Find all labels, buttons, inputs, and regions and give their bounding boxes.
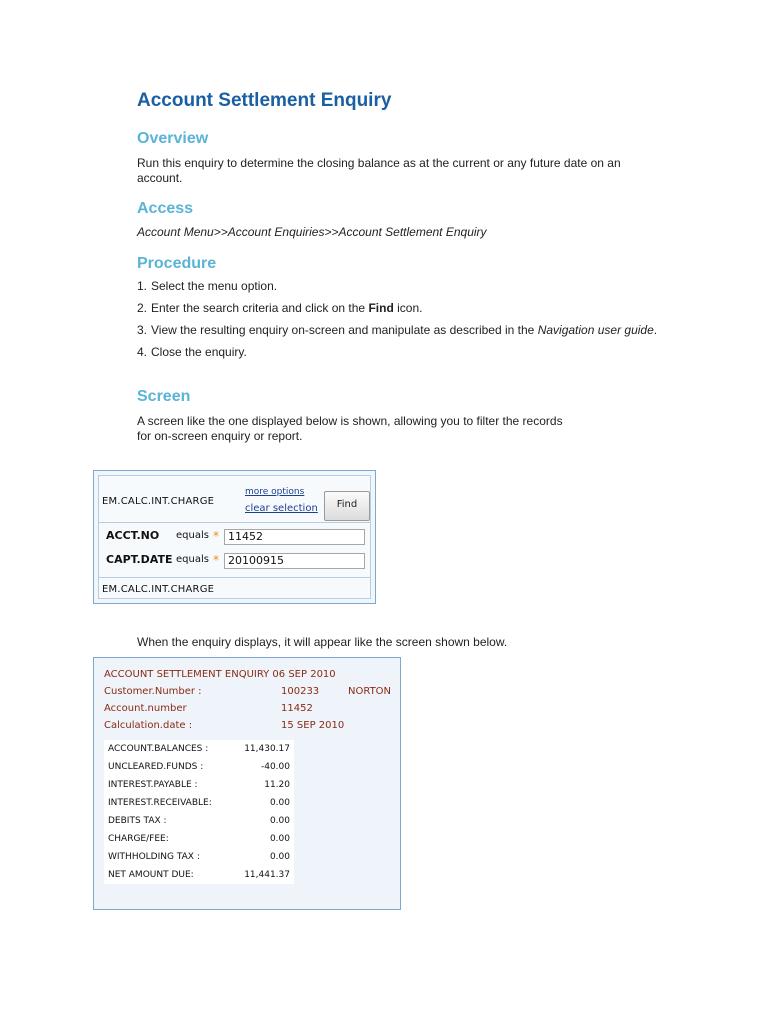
acct-no-label: ACCT.NO (106, 529, 160, 542)
navigation-guide-reference: Navigation user guide (537, 323, 654, 337)
acct-no-operator: equals (176, 530, 209, 541)
enquiry-name: EM.CALC.INT.CHARGE (102, 496, 215, 507)
required-marker-icon: * (213, 553, 219, 567)
capt-date-operator: equals (176, 554, 209, 565)
procedure-heading: Procedure (137, 255, 217, 272)
step-text: Enter the search criteria and click on the (151, 301, 369, 315)
divider (99, 577, 370, 578)
calculation-date-value: 15 SEP 2010 (281, 720, 345, 731)
clear-selection-link[interactable]: clear selection (245, 503, 318, 514)
table-row (104, 794, 294, 812)
step-1 (137, 279, 677, 294)
capt-date-label: CAPT.DATE (106, 553, 173, 566)
row-value: 11,430.17 (244, 744, 290, 754)
selection-screen (93, 470, 376, 604)
table-row (104, 758, 294, 776)
row-value: 0.00 (269, 798, 290, 808)
row-label: INTEREST.RECEIVABLE: (108, 798, 212, 808)
table-row (104, 830, 294, 848)
row-value: 11,441.37 (244, 870, 290, 880)
step-3 (137, 323, 677, 338)
result-title: ACCOUNT SETTLEMENT ENQUIRY 06 SEP 2010 (104, 669, 336, 680)
row-value: 0.00 (269, 852, 290, 862)
screen-text-line1: A screen like the one displayed below is shown, allowing you to filter the records (137, 414, 563, 428)
procedure-steps (137, 279, 677, 360)
row-label: ACCOUNT.BALANCES : (108, 744, 209, 754)
selection-panel (98, 475, 371, 599)
result-caption: When the enquiry displays, it will appear like the screen shown below. (137, 635, 508, 649)
row-label: UNCLEARED.FUNDS : (108, 762, 204, 772)
overview-text (137, 156, 621, 186)
row-value: 0.00 (269, 834, 290, 844)
screen-heading: Screen (137, 388, 191, 405)
footer-enquiry-name: EM.CALC.INT.CHARGE (102, 584, 215, 595)
account-number-label: Account.number (104, 703, 187, 714)
row-label: CHARGE/FEE: (108, 834, 169, 844)
calculation-date-label: Calculation.date : (104, 720, 193, 731)
row-label: DEBITS TAX : (108, 816, 167, 826)
step-number: 1. (137, 279, 148, 293)
divider (99, 522, 370, 523)
step-text: Select the menu option. (151, 279, 278, 293)
step-number: 4. (137, 345, 148, 359)
overview-text-line1: Run this enquiry to determine the closing balance as at the current or any future date on an (137, 156, 621, 170)
step-number: 2. (137, 301, 148, 315)
settlement-table (104, 740, 294, 884)
customer-name: NORTON (348, 686, 392, 697)
step-text-end: icon. (393, 301, 423, 315)
step-number: 3. (137, 323, 148, 337)
table-row (104, 848, 294, 866)
step-2 (137, 301, 677, 316)
result-screen (93, 657, 401, 910)
row-label: INTEREST.PAYABLE : (108, 780, 198, 790)
step-4 (137, 345, 677, 360)
screen-text (137, 414, 563, 444)
access-path: Account Menu>>Account Enquiries>>Account Settlement Enquiry (137, 225, 487, 239)
access-heading: Access (137, 200, 194, 217)
step-text: Close the enquiry. (151, 345, 247, 359)
find-button[interactable]: Find (324, 491, 370, 521)
step-text: View the resulting enquiry on-screen and manipulate as described in the (151, 323, 538, 337)
table-row (104, 776, 294, 794)
account-number-value: 11452 (281, 703, 313, 714)
table-row (104, 740, 294, 758)
row-label: NET AMOUNT DUE: (108, 870, 194, 880)
step-text-end: . (653, 323, 658, 337)
page-title: Account Settlement Enquiry (137, 90, 392, 111)
table-row (104, 866, 294, 884)
row-value: 0.00 (269, 816, 290, 826)
row-value: -40.00 (260, 762, 290, 772)
capt-date-input[interactable]: 20100915 (224, 553, 365, 569)
table-row (104, 812, 294, 830)
customer-number-label: Customer.Number : (104, 686, 202, 697)
overview-text-line2: account. (137, 171, 183, 185)
required-marker-icon: * (213, 529, 219, 543)
acct-no-input[interactable]: 11452 (224, 529, 365, 545)
row-value: 11.20 (264, 780, 290, 790)
customer-number-value: 100233 (281, 686, 320, 697)
more-options-link[interactable]: more options (245, 487, 305, 497)
find-keyword: Find (368, 301, 394, 315)
screen-text-line2: for on-screen enquiry or report. (137, 429, 303, 443)
row-label: WITHHOLDING TAX : (108, 852, 200, 862)
overview-heading: Overview (137, 130, 209, 147)
